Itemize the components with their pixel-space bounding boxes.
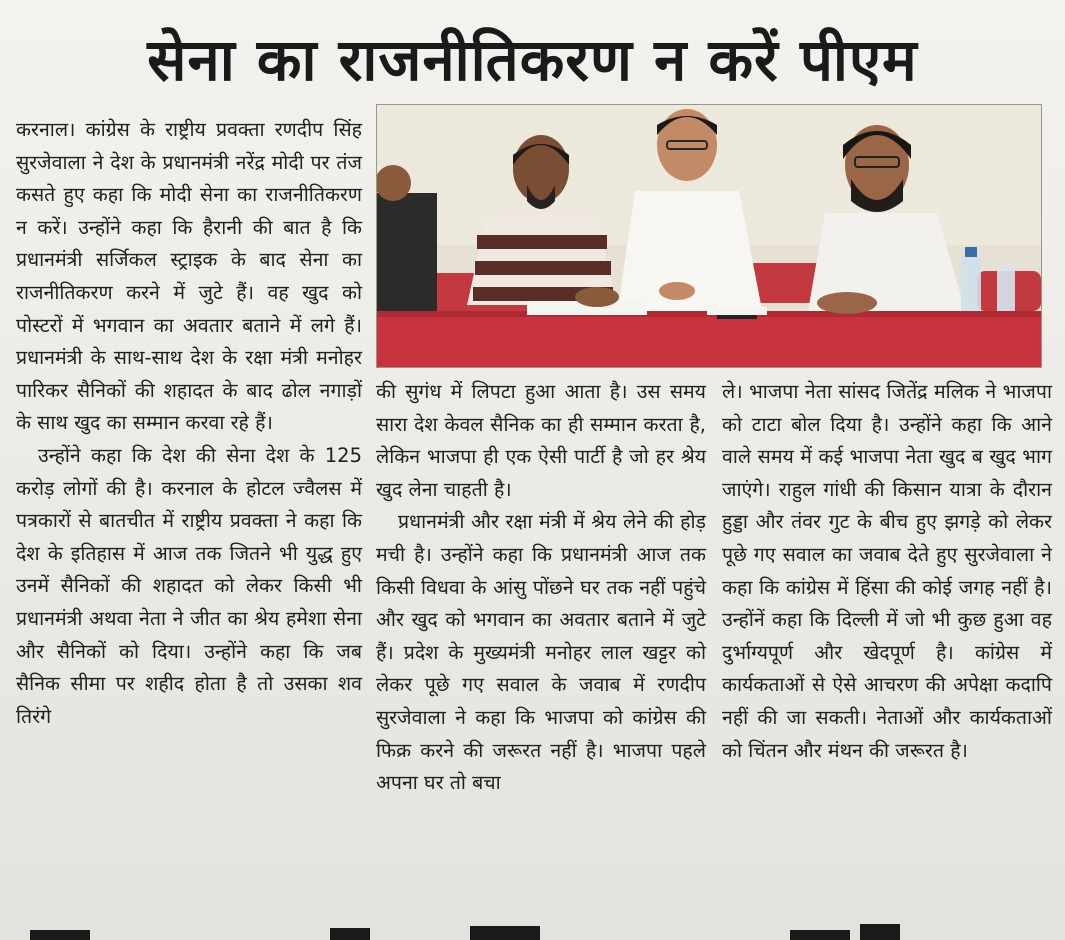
article-column-2 bbox=[376, 376, 706, 800]
article-column-3 bbox=[722, 376, 1052, 767]
headline: सेना का राजनीतिकरण न करें पीएम bbox=[147, 26, 918, 94]
press-conference-photo bbox=[376, 104, 1042, 368]
paragraph: उन्होंने कहा कि देश की सेना देश के 125 करोड़ लोगों की है। करनाल के होटल ज्वैलस में पत्रकारों से बातचीत में राष्ट्रीय प्रवक्ता ने कहा कि देश के इतिहास में आज तक जितने भी युद्ध हुए उनमें सैनिकों की शहादत को लेकर किसी भी प्रधानमंत्री अथवा नेता ने जीत का श्रेय हमेशा सेना और सैनिकों को दिया। उन्होंने कहा कि जब सैनिक सीमा पर शहीद होता है तो उसका शव तिरंगे bbox=[16, 443, 362, 728]
paragraph: की सुगंध में लिपटा हुआ आता है। उस समय सारा देश केवल सैनिक का ही सम्मान करता है, लेकिन भाजपा ही एक ऐसी पार्टी है जो हर श्रेय खुद लेना चाहती है। bbox=[376, 380, 706, 501]
next-headline-strip bbox=[0, 912, 1065, 940]
article-column-1 bbox=[16, 114, 362, 733]
paragraph: करनाल। कांग्रेस के राष्ट्रीय प्रवक्ता रणदीप सिंह सुरजेवाला ने देश के प्रधानमंत्री नरेंद्र मोदी पर तंज कसते हुए कहा कि मोदी सेना का राजनीतिकरण न करें। उन्होंने कहा कि हैरानी की बात है कि प्रधानमंत्री सर्जिकल स्ट्राइक के बाद सेना का राजनीतिकरण करने में जुटे हैं। वह खुद को पोस्टरों में भगवान का अवतार बताने में लगे हैं। प्रधानमंत्री के साथ-साथ देश के रक्षा मंत्री मनोहर पारिकर सैनिकों की शहादत के बाद ढोल नगाड़ों के साथ खुद का सम्मान करवा रहे हैं। bbox=[16, 118, 362, 435]
paragraph: प्रधानमंत्री और रक्षा मंत्री में श्रेय लेने की होड़ मची है। उन्होंने कहा कि प्रधानमंत्री आज तक किसी विधवा के आंसु पोंछने घर तक नहीं पहुंचे और खुद को भगवान का अवतार बताने में जुटे हैं। प्रदेश के मुख्यमंत्री मनोहर लाल खट्टर को लेकर पूछे गए सवाल के जवाब में रणदीप सुरजेवाला ने कहा कि भाजपा को कांग्रेस की फिक्र करने की जरूरत नहीं है। भाजपा पहले अपना घर तो बचा bbox=[376, 510, 706, 795]
paragraph: ले। भाजपा नेता सांसद जितेंद्र मलिक ने भाजपा को टाटा बोल दिया है। उन्होंने कहा कि आने वाले समय में कई भाजपा नेता खुद ब खुद भाग जाएंगे। राहुल गांधी की किसान यात्रा के दौरान हुड्डा और तंवर गुट के बीच हुए झगड़े को लेकर पूछे गए सवाल का जवाब देते हुए सुरजेवाला ने कहा कि कांग्रेस में हिंसा की कोई जगह नहीं है। उन्होंनें कहा कि दिल्ली में जो भी कुछ हुआ वह दुर्भाग्यपूर्ण और खेदपूर्ण है। कांग्रेस में कार्यकताओं से ऐसे आचरण की अपेक्षा कदापि नहीं की जा सकती। नेताओं और कार्यकताओं को चिंतन और मंथन की जरूरत है। bbox=[722, 380, 1052, 762]
